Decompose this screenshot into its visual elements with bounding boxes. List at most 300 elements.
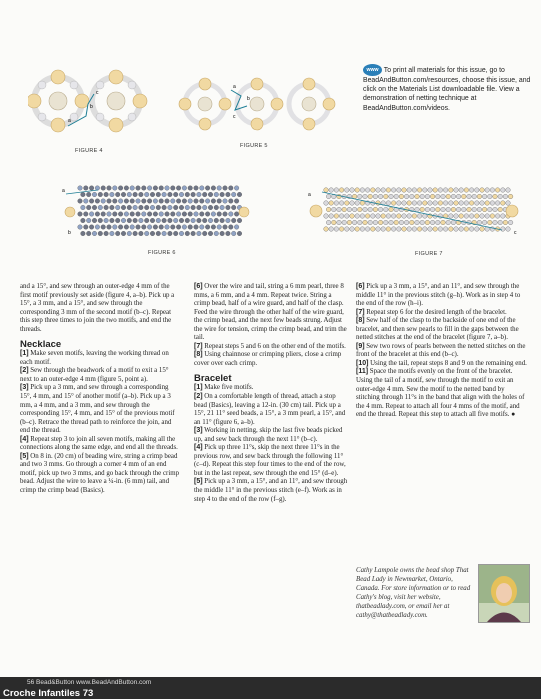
step-number: [4] bbox=[194, 444, 203, 452]
seed-bead bbox=[337, 220, 342, 225]
seed-bead bbox=[412, 201, 417, 206]
seed-bead bbox=[200, 199, 205, 204]
seed-bead bbox=[226, 205, 231, 210]
seed-bead bbox=[226, 231, 231, 236]
seed-bead bbox=[350, 188, 355, 193]
seed-bead bbox=[124, 225, 129, 230]
seed-bead bbox=[329, 214, 334, 219]
seed-bead bbox=[121, 231, 126, 236]
seed-bead bbox=[214, 231, 219, 236]
seed-bead bbox=[234, 225, 239, 230]
seed-bead bbox=[454, 227, 459, 232]
seed-bead bbox=[115, 231, 120, 236]
seed-bead bbox=[197, 205, 202, 210]
seed-bead bbox=[231, 218, 236, 223]
step-number: [1] bbox=[194, 384, 203, 392]
seed-bead bbox=[493, 220, 498, 225]
seed-bead bbox=[194, 225, 199, 230]
step-text: Pick up a 3 mm, and sew through a corresponding 15°, 4 mm, and 15° of another motif (a–b). Pick up a 3 mm, a 4 mm, and a 3 mm, and sew through the corresponding 15°, 4 mm, and 15° of the previous motif (b–c). Retrace the thread path to reinforce the join, and end the thread. bbox=[20, 384, 175, 435]
netting-rows bbox=[78, 186, 242, 236]
svg-text:a: a bbox=[62, 188, 65, 194]
seed-bead bbox=[226, 218, 231, 223]
bracelet-band bbox=[324, 188, 513, 232]
svg-text:c: c bbox=[96, 90, 99, 96]
seed-bead bbox=[462, 194, 467, 199]
seed-bead bbox=[501, 201, 506, 206]
seed-bead bbox=[454, 188, 459, 193]
step-text: Pick up three 11°s, skip the next three 11°s in the previous row, and sew back through the following 11° (c–d). Repeat this step four times to the end of the row, but in the last repeat, sew through the end 15° (d–e). bbox=[194, 444, 346, 477]
seed-bead bbox=[144, 192, 149, 197]
seed-bead bbox=[231, 192, 236, 197]
step-number: [6] bbox=[356, 283, 365, 290]
step-paragraph bbox=[20, 367, 180, 384]
seed-bead bbox=[433, 188, 438, 193]
bracelet-heading: Bracelet bbox=[194, 373, 232, 385]
resources-note bbox=[363, 64, 531, 113]
figure-6-illustration bbox=[58, 182, 258, 242]
step-text: Over the wire and tail, string a 6 mm pearl, three 8 mms, a 6 mm, and a 4 mm. Repeat twice. String a crimp bead, half of a wire guard, and half of the clasp. Feed the wire through the other half of the wire guard, the crimp bead, and the next few beads strung. Adjust the wire for tension, crimp the crimp bead, and trim the tail. bbox=[194, 283, 347, 342]
seed-bead bbox=[407, 201, 412, 206]
step-number: [8] bbox=[356, 317, 365, 325]
seed-bead bbox=[389, 194, 394, 199]
seed-bead bbox=[482, 220, 487, 225]
seed-bead bbox=[441, 220, 446, 225]
seed-bead bbox=[136, 225, 141, 230]
seed-bead bbox=[92, 231, 97, 236]
seed-bead bbox=[124, 212, 129, 217]
seed-bead bbox=[144, 218, 149, 223]
seed-bead bbox=[420, 194, 425, 199]
seed-bead bbox=[136, 186, 141, 191]
seed-bead bbox=[237, 192, 242, 197]
svg-text:a: a bbox=[233, 84, 236, 90]
seed-bead bbox=[92, 192, 97, 197]
seed-bead bbox=[86, 231, 91, 236]
necklace-steps bbox=[20, 350, 180, 495]
seed-bead bbox=[194, 186, 199, 191]
seed-bead bbox=[156, 192, 161, 197]
step-number: [1] bbox=[20, 350, 29, 358]
seed-bead bbox=[89, 225, 94, 230]
seed-bead bbox=[229, 212, 234, 217]
seed-bead bbox=[127, 205, 132, 210]
seed-bead bbox=[165, 199, 170, 204]
seed-bead bbox=[384, 220, 389, 225]
step-text: Pick up a 3 mm, a 15°, and an 11°, and sew through the middle 11° in the previous stitch (g–h). Work as in step 4 to the end of the row (h–i). bbox=[356, 283, 521, 308]
seed-bead bbox=[449, 227, 454, 232]
seed-bead bbox=[355, 227, 360, 232]
figure-4-caption: FIGURE 4 bbox=[75, 148, 103, 154]
seed-bead bbox=[488, 207, 493, 212]
step-text: Repeat step 3 to join all seven motifs, making all the connections along the same edge, and end all the threads. bbox=[20, 435, 178, 452]
seed-bead bbox=[363, 194, 368, 199]
seed-bead bbox=[391, 201, 396, 206]
seed-bead bbox=[194, 199, 199, 204]
seed-bead bbox=[202, 231, 207, 236]
seed-bead bbox=[334, 201, 339, 206]
seed-bead bbox=[173, 205, 178, 210]
seed-bead bbox=[381, 188, 386, 193]
seed-bead bbox=[176, 212, 181, 217]
seed-bead bbox=[394, 220, 399, 225]
seed-bead bbox=[488, 194, 493, 199]
step-text: Repeat steps 5 and 6 on the other end of the motifs. bbox=[202, 342, 346, 350]
bracelet-steps-continued bbox=[356, 283, 528, 420]
seed-bead bbox=[234, 186, 239, 191]
seed-bead bbox=[430, 194, 435, 199]
seed-bead bbox=[368, 207, 373, 212]
step-text: Using the tail, repeat steps 8 and 9 on the remaining end. bbox=[368, 359, 527, 367]
svg-text:a: a bbox=[308, 192, 311, 198]
seed-bead bbox=[127, 231, 132, 236]
svg-text:a: a bbox=[68, 118, 71, 124]
seed-bead bbox=[156, 218, 161, 223]
seed-bead bbox=[179, 218, 184, 223]
seed-bead bbox=[136, 212, 141, 217]
seed-bead bbox=[391, 227, 396, 232]
seed-bead bbox=[223, 186, 228, 191]
seed-bead bbox=[438, 201, 443, 206]
step-text: Repeat step 6 for the desired length of the bracelet. bbox=[364, 308, 507, 316]
seed-bead bbox=[142, 225, 147, 230]
seed-bead bbox=[490, 188, 495, 193]
seed-bead bbox=[104, 205, 109, 210]
seed-bead bbox=[86, 205, 91, 210]
seed-bead bbox=[139, 192, 144, 197]
step-number: [11] bbox=[356, 368, 369, 376]
seed-bead bbox=[176, 199, 181, 204]
step-number: [7] bbox=[356, 308, 365, 316]
seed-bead bbox=[376, 201, 381, 206]
seed-bead bbox=[130, 212, 135, 217]
seed-bead bbox=[89, 212, 94, 217]
seed-bead bbox=[495, 214, 500, 219]
motif-b bbox=[92, 70, 147, 132]
seed-bead bbox=[368, 194, 373, 199]
seed-bead bbox=[451, 194, 456, 199]
seed-bead bbox=[350, 214, 355, 219]
seed-bead bbox=[124, 199, 129, 204]
seed-bead bbox=[410, 220, 415, 225]
seed-bead bbox=[508, 220, 513, 225]
seed-bead bbox=[95, 212, 100, 217]
seed-bead bbox=[475, 227, 480, 232]
seed-bead bbox=[475, 201, 480, 206]
step-text: Space the motifs evenly on the front of the bracelet. Using the tail of a motif, sew through the motif to exit an outer-edge 4 mm. Sew the motif to the netted band by stitching through 11°s in the band that align with the holes of the 4 mm. Repeat to attach all four 4 mms of the motif, and end the thread. Repeat this step to attach all five motifs. ● bbox=[356, 368, 525, 419]
seed-bead bbox=[150, 231, 155, 236]
step-paragraph bbox=[20, 350, 180, 367]
step-paragraph bbox=[194, 444, 348, 478]
seed-bead bbox=[165, 186, 170, 191]
seed-bead bbox=[459, 201, 464, 206]
seed-bead bbox=[324, 214, 329, 219]
seed-bead bbox=[165, 225, 170, 230]
seed-bead bbox=[467, 194, 472, 199]
seed-bead bbox=[84, 186, 89, 191]
step-text: Make seven motifs, leaving the working thread on each motif. bbox=[20, 350, 169, 366]
seed-bead bbox=[142, 186, 147, 191]
seed-bead bbox=[363, 207, 368, 212]
seed-bead bbox=[113, 186, 118, 191]
step-paragraph bbox=[194, 393, 348, 427]
seed-bead bbox=[339, 227, 344, 232]
author-photo bbox=[478, 564, 530, 623]
seed-bead bbox=[153, 225, 158, 230]
seed-bead bbox=[89, 186, 94, 191]
seed-bead bbox=[118, 186, 123, 191]
seed-bead bbox=[81, 231, 86, 236]
seed-bead bbox=[217, 199, 222, 204]
column-1 bbox=[20, 283, 180, 496]
step-text: Sew through the beadwork of a motif to exit a 15° next to an outer-edge 4 mm (figure 5, point a). bbox=[20, 367, 169, 383]
seed-bead bbox=[115, 218, 120, 223]
step-paragraph bbox=[194, 478, 348, 504]
step-paragraph bbox=[194, 343, 348, 352]
step-number: [2] bbox=[194, 393, 203, 401]
seed-bead bbox=[371, 188, 376, 193]
seed-bead bbox=[464, 201, 469, 206]
seed-bead bbox=[423, 201, 428, 206]
seed-bead bbox=[98, 231, 103, 236]
seed-bead bbox=[462, 207, 467, 212]
seed-bead bbox=[371, 214, 376, 219]
figure-7-illustration bbox=[302, 182, 527, 240]
seed-bead bbox=[176, 225, 181, 230]
seed-bead bbox=[329, 201, 334, 206]
seed-bead bbox=[110, 231, 115, 236]
svg-text:c: c bbox=[514, 230, 517, 236]
seed-bead bbox=[153, 186, 158, 191]
seed-bead bbox=[101, 212, 106, 217]
seed-bead bbox=[130, 186, 135, 191]
seed-bead bbox=[81, 218, 86, 223]
seed-bead bbox=[237, 218, 242, 223]
seed-bead bbox=[373, 207, 378, 212]
seed-bead bbox=[197, 231, 202, 236]
seed-bead bbox=[508, 194, 513, 199]
seed-bead bbox=[482, 207, 487, 212]
seed-bead bbox=[147, 199, 152, 204]
resources-note-text: To print all materials for this issue, go to BeadAndButton.com/resources, choose this issue, and click on the Materials List downloadable file. View a demonstration of netting technique at BeadAndButton.com/videos. bbox=[363, 66, 531, 112]
seed-bead bbox=[469, 188, 474, 193]
seed-bead bbox=[208, 218, 213, 223]
seed-bead bbox=[139, 218, 144, 223]
seed-bead bbox=[84, 225, 89, 230]
seed-bead bbox=[417, 227, 422, 232]
seed-bead bbox=[110, 192, 115, 197]
seed-bead bbox=[104, 192, 109, 197]
seed-bead bbox=[456, 207, 461, 212]
seed-bead bbox=[475, 214, 480, 219]
seed-bead bbox=[378, 220, 383, 225]
seed-bead bbox=[436, 194, 441, 199]
step-number: [3] bbox=[194, 427, 203, 435]
seed-bead bbox=[389, 220, 394, 225]
seed-bead bbox=[211, 225, 216, 230]
seed-bead bbox=[498, 194, 503, 199]
seed-bead bbox=[386, 214, 391, 219]
seed-bead bbox=[376, 214, 381, 219]
seed-bead bbox=[182, 212, 187, 217]
seed-bead bbox=[200, 212, 205, 217]
seed-bead bbox=[467, 207, 472, 212]
seed-bead bbox=[477, 220, 482, 225]
seed-bead bbox=[329, 188, 334, 193]
seed-bead bbox=[355, 201, 360, 206]
seed-bead bbox=[118, 212, 123, 217]
seed-bead bbox=[150, 205, 155, 210]
motif-middle bbox=[237, 78, 283, 130]
seed-bead bbox=[229, 186, 234, 191]
seed-bead bbox=[150, 192, 155, 197]
seed-bead bbox=[101, 186, 106, 191]
step-number: [5] bbox=[194, 478, 203, 486]
seed-bead bbox=[459, 214, 464, 219]
step-number: [6] bbox=[194, 283, 203, 290]
seed-bead bbox=[159, 199, 164, 204]
seed-bead bbox=[142, 212, 147, 217]
seed-bead bbox=[136, 199, 141, 204]
seed-bead bbox=[173, 192, 178, 197]
seed-bead bbox=[231, 205, 236, 210]
seed-bead bbox=[384, 207, 389, 212]
seed-bead bbox=[397, 214, 402, 219]
seed-bead bbox=[480, 214, 485, 219]
step-paragraph bbox=[20, 384, 180, 435]
seed-bead bbox=[211, 199, 216, 204]
seed-bead bbox=[144, 231, 149, 236]
seed-bead bbox=[345, 188, 350, 193]
seed-bead bbox=[342, 220, 347, 225]
seed-bead bbox=[326, 220, 331, 225]
step-text: Working in netting, skip the last five beads picked up, and sew back through the next 11° (b–c). bbox=[194, 427, 343, 443]
seed-bead bbox=[168, 205, 173, 210]
seed-bead bbox=[464, 227, 469, 232]
seed-bead bbox=[202, 205, 207, 210]
step-paragraph bbox=[20, 436, 180, 453]
seed-bead bbox=[147, 186, 152, 191]
seed-bead bbox=[113, 199, 118, 204]
seed-bead bbox=[412, 188, 417, 193]
seed-bead bbox=[363, 220, 368, 225]
seed-bead bbox=[185, 192, 190, 197]
seed-bead bbox=[234, 212, 239, 217]
seed-bead bbox=[107, 212, 112, 217]
seed-bead bbox=[171, 186, 176, 191]
seed-bead bbox=[153, 212, 158, 217]
seed-bead bbox=[229, 225, 234, 230]
seed-bead bbox=[118, 225, 123, 230]
seed-bead bbox=[425, 207, 430, 212]
seed-bead bbox=[355, 188, 360, 193]
seed-bead bbox=[229, 199, 234, 204]
seed-bead bbox=[194, 212, 199, 217]
seed-bead bbox=[441, 207, 446, 212]
seed-bead bbox=[475, 188, 480, 193]
seed-bead bbox=[399, 194, 404, 199]
seed-bead bbox=[217, 186, 222, 191]
seed-bead bbox=[165, 212, 170, 217]
seed-bead bbox=[78, 225, 83, 230]
seed-bead bbox=[159, 186, 164, 191]
seed-bead bbox=[162, 192, 167, 197]
seed-bead bbox=[345, 201, 350, 206]
seed-bead bbox=[438, 188, 443, 193]
seed-bead bbox=[381, 227, 386, 232]
seed-bead bbox=[162, 218, 167, 223]
seed-bead bbox=[139, 205, 144, 210]
figure-6-caption: FIGURE 6 bbox=[148, 250, 176, 256]
seed-bead bbox=[402, 227, 407, 232]
seed-bead bbox=[133, 192, 138, 197]
seed-bead bbox=[179, 231, 184, 236]
seed-bead bbox=[339, 188, 344, 193]
seed-bead bbox=[179, 205, 184, 210]
seed-bead bbox=[98, 218, 103, 223]
seed-bead bbox=[464, 188, 469, 193]
seed-bead bbox=[110, 205, 115, 210]
seed-bead bbox=[118, 199, 123, 204]
seed-bead bbox=[139, 231, 144, 236]
seed-bead bbox=[345, 227, 350, 232]
seed-bead bbox=[98, 192, 103, 197]
seed-bead bbox=[205, 199, 210, 204]
seed-bead bbox=[220, 218, 225, 223]
seed-bead bbox=[402, 201, 407, 206]
seed-bead bbox=[352, 194, 357, 199]
seed-bead bbox=[226, 192, 231, 197]
seed-bead bbox=[188, 199, 193, 204]
seed-bead bbox=[231, 231, 236, 236]
necklace-steps-continued bbox=[194, 283, 348, 368]
seed-bead bbox=[205, 212, 210, 217]
seed-bead bbox=[95, 199, 100, 204]
seed-bead bbox=[459, 188, 464, 193]
column-2 bbox=[194, 283, 348, 504]
seed-bead bbox=[410, 194, 415, 199]
seed-bead bbox=[84, 212, 89, 217]
seed-bead bbox=[202, 218, 207, 223]
seed-bead bbox=[220, 231, 225, 236]
seed-bead bbox=[133, 218, 138, 223]
seed-bead bbox=[493, 194, 498, 199]
step-paragraph bbox=[194, 351, 348, 368]
seed-bead bbox=[495, 201, 500, 206]
seed-bead bbox=[130, 199, 135, 204]
seed-bead bbox=[162, 231, 167, 236]
seed-bead bbox=[477, 194, 482, 199]
seed-bead bbox=[168, 231, 173, 236]
seed-bead bbox=[394, 194, 399, 199]
step-text: Sew half of the clasp to the backside of one end of the bracelet, and then sew pearls to fill in the gaps between the netted stitches at the end of the bracelet (figure 7, a–b). bbox=[356, 317, 519, 342]
seed-bead bbox=[469, 201, 474, 206]
seed-bead bbox=[480, 227, 485, 232]
seed-bead bbox=[472, 207, 477, 212]
seed-bead bbox=[168, 218, 173, 223]
seed-bead bbox=[159, 225, 164, 230]
seed-bead bbox=[451, 220, 456, 225]
seed-bead bbox=[459, 227, 464, 232]
seed-bead bbox=[191, 231, 196, 236]
seed-bead bbox=[397, 201, 402, 206]
seed-bead bbox=[501, 227, 506, 232]
seed-bead bbox=[381, 214, 386, 219]
step-number: [2] bbox=[20, 367, 29, 375]
seed-bead bbox=[428, 201, 433, 206]
step-number: [10] bbox=[356, 359, 369, 367]
svg-text:b: b bbox=[247, 96, 250, 102]
seed-bead bbox=[127, 192, 132, 197]
